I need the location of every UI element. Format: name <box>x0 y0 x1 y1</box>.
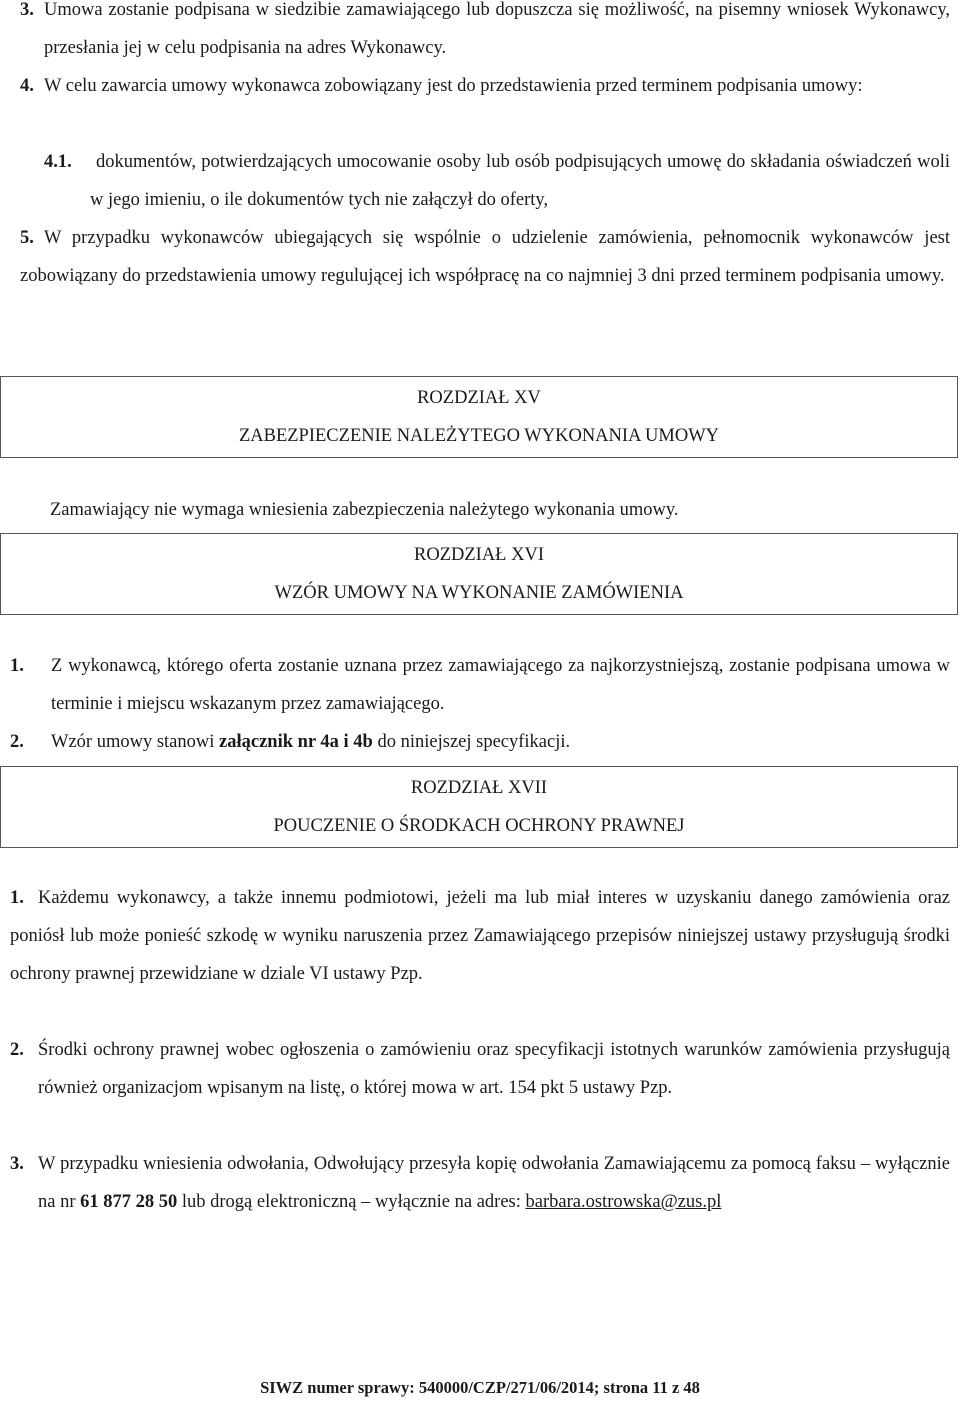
item-number: 2. <box>10 1040 24 1060</box>
item-text: Środki ochrony prawnej wobec ogłoszenia o zamówieniu oraz specyfikacji istotnych warunków zamówienia przysługują również organizacjom wpisanym na listę, o której mowa w art. 154 pkt 5 ustawy Pzp. <box>38 1040 950 1098</box>
section-17-item-3 <box>0 1145 950 1221</box>
item-text: Umowa zostanie podpisana w siedzibie zamawiającego lub dopuszcza się możliwość, na pisemny wniosek Wykonawcy, przesłania jej w celu podpisania na adres Wykonawcy. <box>44 0 950 58</box>
item-3 <box>0 0 950 67</box>
item-text <box>51 723 950 761</box>
section-15-title: ROZDZIAŁ XV <box>417 388 541 408</box>
text-segment: Każdemu wykonawcy, a także innemu podmiotowi, jeżeli ma lub miał interes w uzyskaniu danego zamówienia oraz poniósł lub może ponieść szkodę w wyniku naruszenia przez Zamawiającego przepisów niniejszej ustawy przysługują środki ochrony prawnej przewidziane w dziale VI ustawy Pzp. <box>10 888 950 984</box>
item-number: 5. <box>20 228 34 248</box>
section-16-subtitle: WZÓR UMOWY NA WYKONANIE ZAMÓWIENIA <box>274 583 684 603</box>
text-segment: lub drogą elektroniczną – wyłącznie na adres: <box>177 1192 526 1212</box>
section-17-title: ROZDZIAŁ XVII <box>410 778 548 798</box>
item-number: 4. <box>20 76 34 96</box>
item-4 <box>0 67 950 105</box>
item-text: W celu zawarcia umowy wykonawca zobowiązany jest do przedstawienia przed terminem podpisania umowy: <box>44 76 863 96</box>
item-text: dokumentów, potwierdzających umocowanie osoby lub osób podpisujących umowę do składania oświadczeń woli w jego imieniu, o ile dokumentów tych nie załączył do oferty, <box>90 152 950 210</box>
item-text: W przypadku wykonawców ubiegających się wspólnie o udzielenie zamówienia, pełnomocnik wykonawców jest zobowiązany do przedstawienia umowy regulującej ich współpracę na co najmniej 3 dni przed terminem podpisania umowy. <box>20 228 950 286</box>
item-number: 3. <box>20 0 34 20</box>
item-number: 4.1. <box>44 152 72 172</box>
email-link[interactable]: barbara.ostrowska@zus.pl <box>525 1192 722 1212</box>
section-15-body: Zamawiający nie wymaga wniesienia zabezpieczenia należytego wykonania umowy. <box>50 500 679 520</box>
section-15-header <box>0 376 958 458</box>
section-17-item-2 <box>0 1031 950 1107</box>
section-16-item-2 <box>0 723 950 761</box>
item-text <box>38 1145 950 1221</box>
section-16-title: ROZDZIAŁ XVI <box>414 545 544 565</box>
item-text <box>10 879 950 993</box>
item-5 <box>0 219 950 295</box>
text-segment: do niniejszej specyfikacji. <box>372 732 571 752</box>
attachment-ref: załącznik nr 4a i 4b <box>219 732 373 752</box>
section-17-subtitle: POUCZENIE O ŚRODKACH OCHRONY PRAWNEJ <box>273 816 685 836</box>
item-number: 1. <box>10 888 24 908</box>
item-text: Z wykonawcą, którego oferta zostanie uznana przez zamawiającego za najkorzystniejszą, zostanie podpisana umowa w terminie i miejscu wskazanym przez zamawiającego. <box>51 656 950 714</box>
text-segment: Wzór umowy stanowi <box>51 732 220 752</box>
item-number: 1. <box>10 656 24 676</box>
section-16-item-1 <box>0 647 950 723</box>
section-16-header <box>0 533 958 615</box>
item-number: 3. <box>10 1154 24 1174</box>
section-15-subtitle: ZABEZPIECZENIE NALEŻYTEGO WYKONANIA UMOWY <box>238 426 720 446</box>
section-17-header <box>0 766 958 848</box>
fax-number: 61 877 28 50 <box>80 1192 178 1212</box>
page-footer: SIWZ numer sprawy: 540000/CZP/271/06/2014; strona 11 z 48 <box>260 1378 700 1397</box>
text-segment: W przypadku wniesienia odwołania, Odwołujący przesyła kopię odwołania Zamawiającemu za pomocą faksu – wyłącznie na nr <box>38 1154 950 1212</box>
section-17-item-1 <box>0 879 950 993</box>
item-number: 2. <box>10 732 24 752</box>
item-4-1 <box>0 143 950 219</box>
